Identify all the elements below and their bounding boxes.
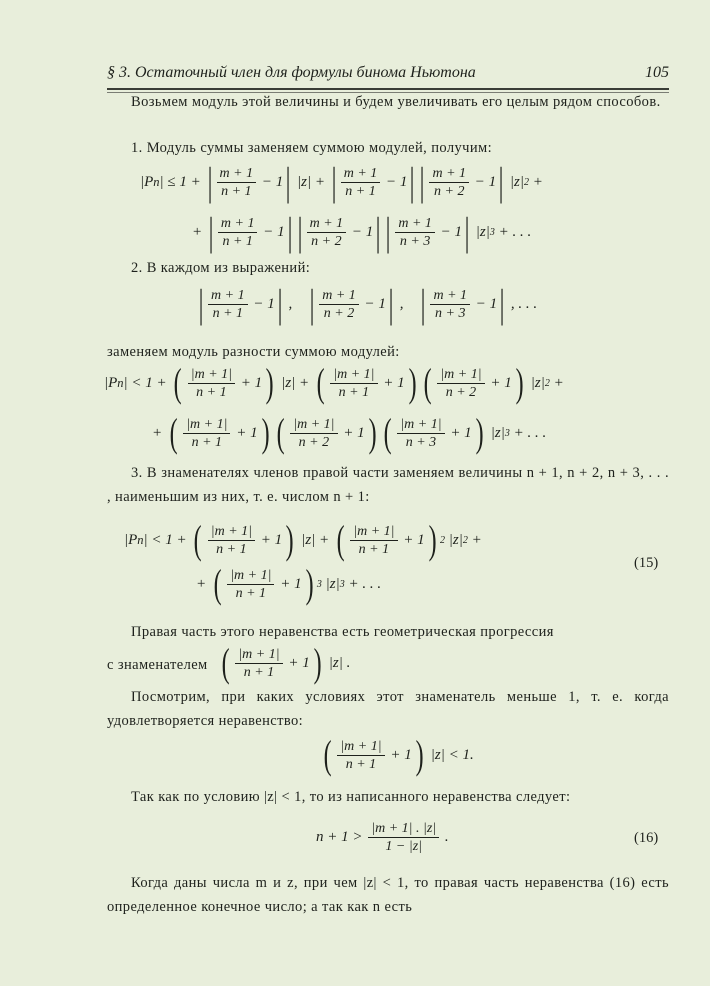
fraction (218, 215, 258, 250)
fraction (368, 820, 439, 855)
numerator: |m + 1| (330, 366, 377, 384)
header-title: § 3. Остаточный член для формулы бинома Ньютона (107, 64, 476, 81)
numerator: |m + 1| (183, 416, 230, 434)
denominator: n + 3 (435, 305, 466, 321)
denominator: n + 1 (222, 233, 253, 249)
denominator: n + 1 (221, 183, 252, 199)
numerator: |m + 1| . |z| (368, 820, 439, 838)
formula-term: + 1 (237, 374, 263, 391)
formula-term: − 1 (259, 223, 285, 240)
denominator: n + 1 (243, 664, 275, 680)
formula-term: n + 1 > (316, 829, 367, 845)
denominator: n + 1 (358, 541, 390, 557)
fraction (307, 215, 347, 250)
big-delimiter: | (287, 209, 292, 254)
formula (218, 640, 351, 685)
numerator: m + 1 (217, 165, 257, 183)
big-delimiter: ) (313, 640, 322, 685)
exponent: 2 (462, 534, 468, 546)
formula-term: | ≤ 1 + (159, 173, 205, 190)
fraction (429, 165, 469, 200)
formula (124, 517, 482, 562)
big-delimiter: | (499, 281, 505, 326)
formula-term: |z| (472, 223, 490, 240)
paragraph: с знаменателем (107, 657, 208, 673)
denominator: n + 2 (311, 233, 342, 249)
paragraph: 2. В каждом из выражений: (131, 260, 311, 276)
paragraph: 3. В знаменателях членов правой части заменяем величины n + 1, n + 2, n + 3, . . . , наименьшим из них, т. е. числом n + 1: (107, 465, 669, 505)
exponent: 3 (489, 226, 495, 238)
big-delimiter: | (498, 159, 504, 204)
formula-term: + 1 (379, 374, 405, 391)
formula-term: |z| (487, 424, 505, 441)
formula-term: − 1 (436, 223, 463, 240)
formula-term: + (192, 223, 206, 240)
big-delimiter: ) (285, 517, 294, 562)
big-delimiter: | (421, 281, 426, 326)
fraction (437, 366, 484, 401)
formula-term: + . . . (494, 223, 532, 240)
big-delimiter: ( (276, 410, 285, 455)
formula (196, 561, 382, 606)
exponent: 2 (524, 176, 529, 188)
paragraph: Возьмем модуль этой величины и будем увеличивать его целым рядом способов. (131, 94, 661, 110)
formula-term: + 1 (232, 424, 258, 441)
paragraph: Правая часть этого неравенства есть геометрическая прогрессия (131, 624, 554, 640)
big-delimiter: ( (194, 517, 203, 562)
numerator: |m + 1| (350, 523, 397, 541)
formula-term: + 1 (257, 531, 283, 548)
big-delimiter: ) (428, 517, 437, 562)
fraction (430, 287, 470, 322)
formula-term: |z| (321, 575, 340, 592)
denominator: n + 2 (298, 434, 330, 450)
formula-term: |z| + (297, 531, 333, 548)
page-number: 105 (645, 64, 669, 81)
formula-term: + (152, 424, 166, 441)
big-delimiter: | (464, 209, 470, 254)
numerator: |m + 1| (337, 738, 384, 756)
numerator: m + 1 (208, 287, 248, 305)
equation-number: (15) (634, 555, 659, 571)
paragraph: 1. Модуль суммы заменяем суммою модулей, получим: (131, 140, 492, 156)
numerator: m + 1 (341, 165, 381, 183)
formula-term: |z| < 1. (427, 746, 474, 763)
denominator: n + 1 (338, 384, 370, 400)
formula-term: + 1 (284, 654, 310, 671)
big-delimiter: ) (305, 561, 314, 606)
paragraph: Посмотрим, при каких условиях этот знаменатель меньше 1, т. е. когда удовлетворяется неравенство: (107, 689, 669, 729)
formula (196, 281, 538, 326)
formula-term: − 1 (472, 295, 498, 312)
big-delimiter: | (297, 209, 303, 254)
formula-term: + 1 (386, 746, 412, 763)
exponent: 2 (544, 377, 550, 389)
numerator: |m + 1| (188, 366, 235, 384)
big-delimiter: ( (383, 410, 392, 455)
formula-term: + 1 (276, 575, 302, 592)
fraction (290, 416, 337, 451)
formula (152, 410, 547, 455)
formula-term: . (441, 829, 449, 845)
denominator: n + 3 (399, 233, 431, 249)
big-delimiter: ) (368, 410, 377, 455)
big-delimiter: ) (475, 410, 484, 455)
denominator: n + 1 (345, 756, 377, 772)
paragraph: Когда даны числа m и z, при чем |z| < 1, то правая часть неравенства (16) есть определенное конечное число; а так как n есть (107, 875, 669, 915)
numerator: m + 1 (319, 287, 359, 305)
exponent: 3 (339, 578, 345, 590)
big-delimiter: ) (515, 360, 524, 405)
formula-term: + 1 (446, 424, 472, 441)
big-delimiter: ( (323, 732, 332, 777)
fraction (330, 366, 377, 401)
numerator: |m + 1| (235, 646, 282, 664)
formula-term: | < 1 + (123, 374, 171, 391)
formula-term: |z| (527, 374, 545, 391)
big-delimiter: ( (316, 360, 325, 405)
numerator: |m + 1| (227, 567, 274, 585)
formula-term: + 1 (339, 424, 365, 441)
denominator: n + 3 (405, 434, 437, 450)
formula-term: − 1 (249, 295, 275, 312)
formula-term: − 1 (471, 173, 497, 190)
fraction (217, 165, 257, 200)
big-delimiter: ( (221, 640, 230, 685)
numerator: |m + 1| (437, 366, 484, 384)
fraction (188, 366, 235, 401)
big-delimiter: | (198, 281, 204, 326)
denominator: n + 1 (345, 183, 376, 199)
fraction (395, 215, 435, 250)
formula-term: , (284, 295, 308, 312)
denominator: n + 1 (212, 305, 244, 321)
denominator: n + 2 (323, 305, 355, 321)
exponent: 3 (504, 427, 510, 439)
fraction (319, 287, 359, 322)
formula-term: |z| + (293, 173, 329, 190)
formula-term: + 1 (486, 374, 512, 391)
big-delimiter: ( (336, 517, 345, 562)
fraction (397, 416, 444, 451)
formula-term: + . . . (509, 424, 547, 441)
big-delimiter: | (388, 281, 394, 326)
fraction (208, 523, 255, 558)
numerator: m + 1 (429, 165, 469, 183)
subscript: n (137, 532, 144, 547)
subscript: n (117, 375, 124, 390)
numerator: m + 1 (218, 215, 258, 233)
denominator: n + 1 (191, 434, 223, 450)
denominator: n + 2 (434, 183, 465, 199)
big-delimiter: | (285, 159, 291, 204)
fraction (235, 646, 282, 681)
paragraph: заменяем модуль разности суммою модулей: (107, 344, 400, 360)
numerator: m + 1 (307, 215, 347, 233)
formula (320, 732, 474, 777)
formula-term: |z| (506, 173, 524, 190)
formula-term: + (549, 374, 564, 391)
paragraph: Так как по условию |z| < 1, то из написанного неравенства следует: (131, 789, 571, 805)
formula-term: + (529, 173, 543, 190)
denominator: n + 1 (196, 384, 227, 400)
formula-term: , (395, 295, 419, 312)
formula-term: + 1 (399, 531, 425, 548)
big-delimiter: ) (408, 360, 417, 405)
formula-term: − 1 (258, 173, 284, 190)
denominator: n + 2 (445, 384, 477, 400)
denominator: n + 1 (216, 541, 247, 557)
fraction (208, 287, 248, 322)
formula-term: − 1 (360, 295, 386, 312)
numerator: |m + 1| (208, 523, 255, 541)
fraction (337, 738, 384, 773)
numerator: m + 1 (395, 215, 435, 233)
exponent: 3 (316, 578, 322, 590)
big-delimiter: ( (174, 360, 183, 405)
subscript: n (153, 174, 160, 189)
big-delimiter: ( (169, 410, 178, 455)
formula-term: |z| + (277, 374, 313, 391)
formula (316, 820, 449, 855)
formula-term: , . . . (507, 295, 538, 312)
formula (192, 209, 532, 254)
big-delimiter: | (375, 209, 381, 254)
formula-term: + (467, 531, 482, 548)
exponent: 2 (439, 534, 445, 546)
big-delimiter: ( (423, 360, 432, 405)
big-delimiter: | (207, 159, 212, 204)
numerator: m + 1 (430, 287, 470, 305)
big-delimiter: ) (261, 410, 270, 455)
big-delimiter: | (420, 159, 425, 204)
big-delimiter: ( (213, 561, 222, 606)
formula-term: + . . . (344, 575, 382, 592)
big-delimiter: | (410, 159, 415, 204)
fraction (183, 416, 230, 451)
big-delimiter: | (309, 281, 315, 326)
running-header (107, 64, 669, 82)
fraction (227, 567, 274, 602)
formula-term: | < 1 + (143, 531, 191, 548)
formula-term: |z| (444, 531, 463, 548)
big-delimiter: | (331, 159, 337, 204)
big-delimiter: ) (415, 732, 424, 777)
formula (104, 360, 564, 405)
formula-term: |P (124, 531, 138, 548)
big-delimiter: | (385, 209, 391, 254)
formula-term: − 1 (382, 173, 408, 190)
formula-term: |P (140, 173, 154, 190)
fraction (350, 523, 397, 558)
fraction (341, 165, 381, 200)
big-delimiter: | (208, 209, 214, 254)
formula (140, 159, 543, 204)
formula-term: |z| . (325, 654, 351, 671)
formula-term: |P (104, 374, 118, 391)
denominator: n + 1 (235, 585, 267, 601)
big-delimiter: | (277, 281, 283, 326)
formula-term: − 1 (348, 223, 374, 240)
numerator: |m + 1| (290, 416, 337, 434)
denominator: 1 − |z| (385, 839, 422, 854)
big-delimiter: ) (265, 360, 274, 405)
formula-term: + (196, 575, 210, 592)
numerator: |m + 1| (397, 416, 444, 434)
equation-number: (16) (634, 830, 659, 846)
